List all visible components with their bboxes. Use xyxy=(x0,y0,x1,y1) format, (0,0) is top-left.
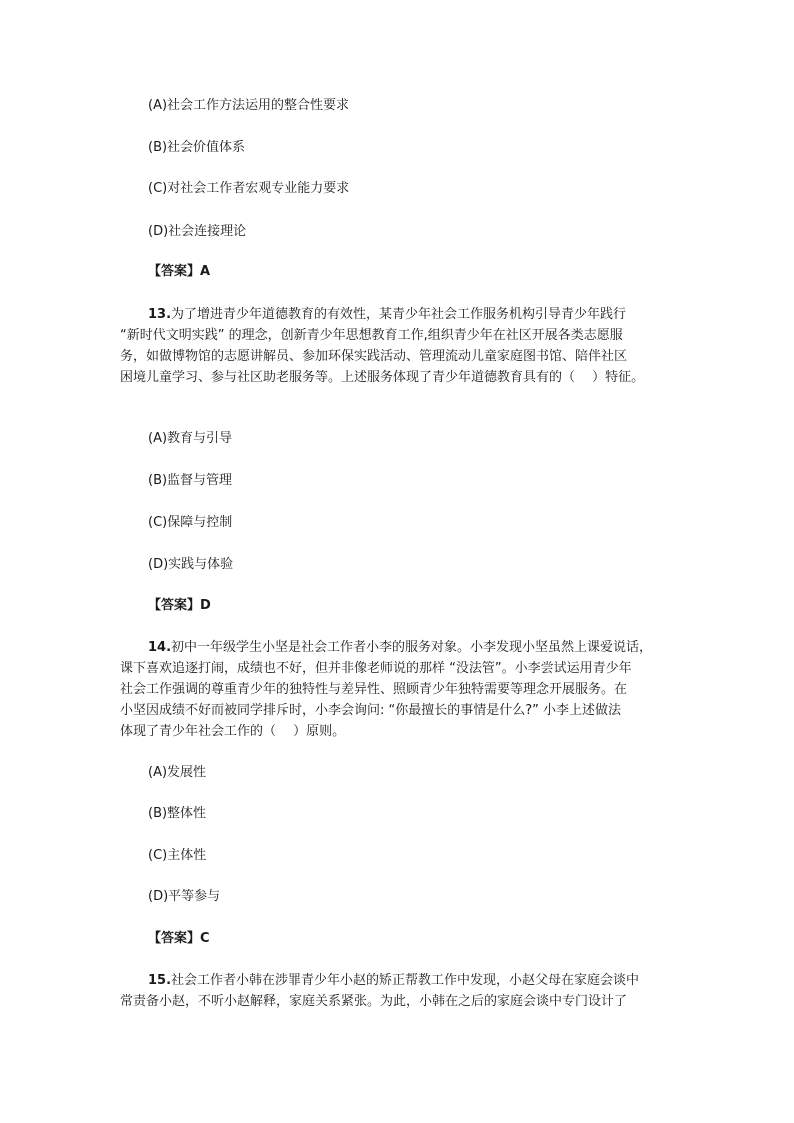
option-c: (C)对社会工作者宏观专业能力要求 xyxy=(148,181,350,196)
answer: 【答案】D xyxy=(148,598,211,613)
question-text-line: 困境儿童学习、参与社区助老服务等。上述服务体现了青少年道德教育具有的（ ）特征。 xyxy=(120,370,645,385)
option-a: (A)社会工作方法运用的整合性要求 xyxy=(148,98,350,113)
option-d: (D)平等参与 xyxy=(148,889,221,904)
question-15 xyxy=(120,970,680,1012)
question-text-line: 社会工作者小韩在涉罪青少年小赵的矫正帮教工作中发现，小赵父母在家庭会谈中 xyxy=(171,973,640,988)
option-c: (C)保障与控制 xyxy=(148,515,233,530)
option-a: (A)发展性 xyxy=(148,765,207,780)
question-text-line: 课下喜欢追逐打闹，成绩也不好，但并非像老师说的那样 “没法管”。小李尝试运用青少年 xyxy=(120,661,632,676)
option-d: (D)实践与体验 xyxy=(148,557,234,572)
option-b: (B)整体性 xyxy=(148,806,207,821)
question-text-line: 为了增进青少年道德教育的有效性，某青少年社会工作服务机构引导青少年践行 xyxy=(171,307,627,322)
question-text-line: 社会工作强调的尊重青少年的独特性与差异性、照顾青少年独特需要等理念开展服务。在 xyxy=(120,682,628,697)
option-d: (D)社会连接理论 xyxy=(148,224,247,239)
option-c: (C)主体性 xyxy=(148,848,207,863)
question-14 xyxy=(120,637,680,742)
question-number: 13. xyxy=(148,307,172,322)
answer: 【答案】C xyxy=(148,931,210,946)
answer: 【答案】A xyxy=(148,264,211,279)
question-text-line: 初中一年级学生小坚是社会工作者小李的服务对象。小李发现小坚虽然上课爱说话， xyxy=(171,640,653,655)
question-text-line: 体现了青少年社会工作的（ ）原则。 xyxy=(120,724,346,739)
question-text-line: 小坚因成绩不好而被同学排斥时，小李会询问: “你最擅长的事情是什么?” 小李上述做法 xyxy=(120,703,622,718)
option-b: (B)监督与管理 xyxy=(148,473,233,488)
question-13 xyxy=(120,304,680,388)
question-text-line: 常责备小赵，不听小赵解释，家庭关系紧张。为此，小韩在之后的家庭会谈中专门设计了 xyxy=(120,994,628,1009)
option-b: (B)社会价值体系 xyxy=(148,140,246,155)
question-text-line: 务，如做博物馆的志愿讲解员、参加环保实践活动、管理流动儿童家庭图书馆、陪伴社区 xyxy=(120,349,628,364)
question-number: 15. xyxy=(148,973,172,988)
option-a: (A)教育与引导 xyxy=(148,431,233,446)
question-number: 14. xyxy=(148,640,172,655)
question-text-line: “新时代文明实践” 的理念，创新青少年思想教育工作,组织青少年在社区开展各类志愿服 xyxy=(120,328,623,343)
